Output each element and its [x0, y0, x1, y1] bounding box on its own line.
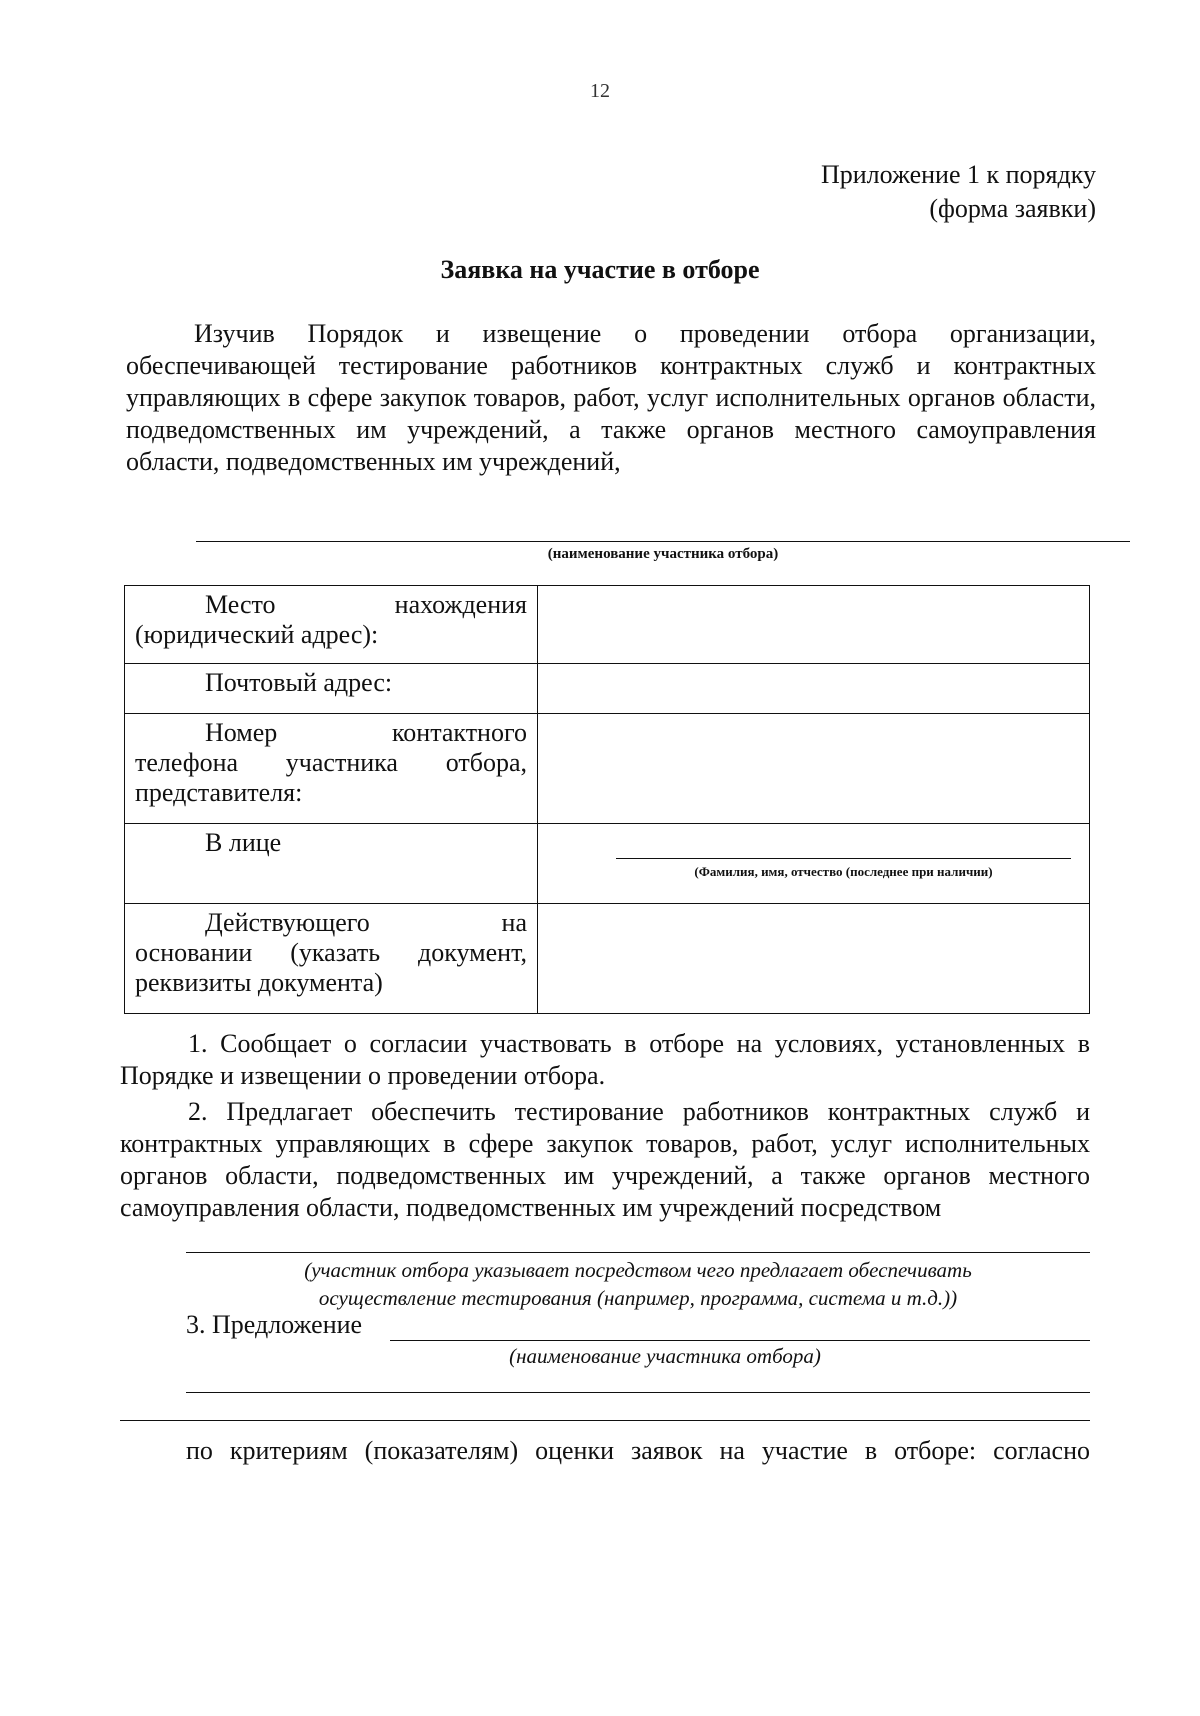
table-row: [125, 714, 1090, 824]
label-rest: основании (указать документ, реквизиты документа): [135, 938, 527, 997]
label-first-line: Действующего на: [205, 908, 527, 937]
item-3-label: 3. Предложение: [186, 1310, 363, 1339]
phone-label: [125, 714, 538, 824]
label-first-line: Почтовый адрес:: [205, 668, 393, 697]
label-first-line: Номер контактного: [205, 718, 527, 747]
represented-by-label: [125, 824, 538, 904]
means-line[interactable]: [186, 1252, 1090, 1253]
postal-address-label: [125, 664, 538, 714]
proposal-line[interactable]: [390, 1340, 1090, 1341]
phone-field[interactable]: [538, 714, 1090, 824]
acting-basis-label: [125, 904, 538, 1014]
item-2-paragraph: 2. Предлагает обеспечить тестирование работников контрактных служб и контрактных управляющих в сфере закупок товаров, работ, услуг исполнительных органов области, подведомственных им учреждений, а также органов местного самоуправления области, подведомственных им учреждений посредством: [120, 1097, 1090, 1222]
participant-info-table: [124, 585, 1090, 1014]
table-row: [125, 664, 1090, 714]
proposal-line-3[interactable]: [120, 1420, 1090, 1421]
label-first-line: В лице: [205, 828, 282, 857]
acting-basis-field[interactable]: [538, 904, 1090, 1014]
appendix-line: Приложение 1 к порядку: [820, 160, 1096, 189]
legal-address-field[interactable]: [538, 586, 1090, 664]
participant-name-line[interactable]: [196, 541, 1130, 542]
item-1-paragraph: 1. Сообщает о согласии участвовать в отборе на условиях, установленных в Порядке и извещении о проведении отбора.: [120, 1029, 1090, 1090]
means-caption: [186, 1256, 1090, 1312]
intro-paragraph: Изучив Порядок и извещение о проведении отбора организации, обеспечивающей тестирование работников контрактных служб и контрактных управляющих в сфере закупок товаров, работ, услуг исполнительных органов области, подведомственных им учреждений, а также органов местного самоуправления области, подведомственных им учреждений,: [126, 319, 1096, 476]
criteria-line: по критериям (показателям) оценки заявок на участие в отборе: согласно: [186, 1436, 1090, 1465]
appendix-form-type: (форма заявки): [929, 194, 1096, 223]
full-name-caption: (Фамилия, имя, отчество (последнее при наличии): [694, 864, 993, 879]
item-3-caption: (наименование участника отбора): [509, 1344, 821, 1368]
table-row: [125, 904, 1090, 1014]
proposal-line-2[interactable]: [186, 1392, 1090, 1393]
label-rest: (юридический адрес):: [135, 620, 379, 649]
participant-name-caption: (наименование участника отбора): [547, 546, 779, 562]
label-rest: телефона участника отбора, представителя:: [135, 748, 527, 807]
postal-address-field[interactable]: [538, 664, 1090, 714]
means-caption-line: осуществление тестирования (например, программа, система и т.д.)): [318, 1286, 958, 1310]
represented-by-field[interactable]: [538, 824, 1090, 904]
label-first-line: Место нахождения: [205, 590, 527, 619]
means-caption-line: (участник отбора указывает посредством чего предлагает обеспечивать: [304, 1258, 972, 1282]
table-row: [125, 824, 1090, 904]
form-title: Заявка на участие в отборе: [440, 255, 760, 284]
table-row: [125, 586, 1090, 664]
page-number: 12: [590, 80, 610, 102]
full-name-line: [616, 858, 1071, 859]
legal-address-label: [125, 586, 538, 664]
appendix-note: [821, 158, 1096, 226]
